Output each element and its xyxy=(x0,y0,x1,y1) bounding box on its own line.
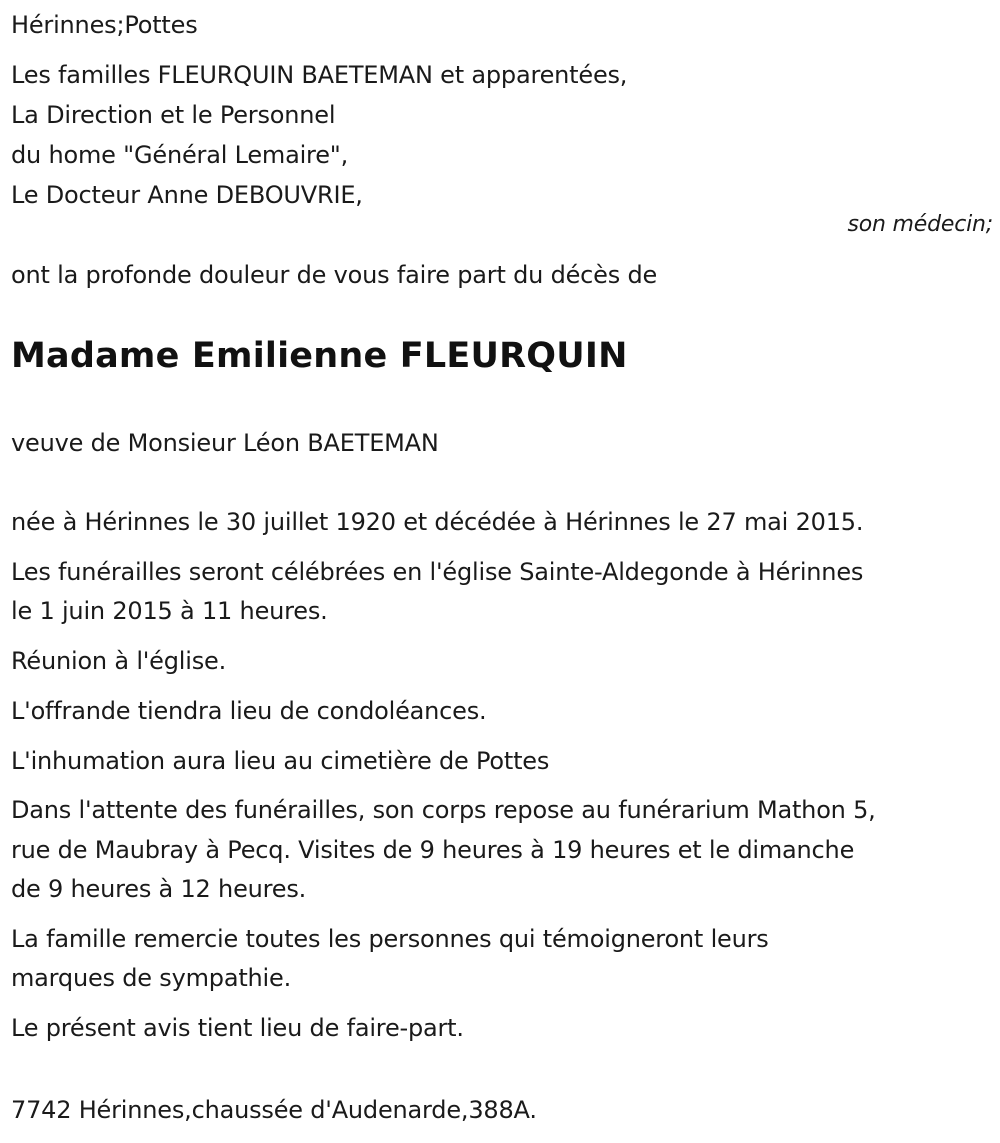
repose-line-1: Dans l'attente des funérailles, son corps repose au funérarium Mathon 5, xyxy=(11,796,876,824)
header-locations: Hérinnes;Pottes xyxy=(11,11,198,39)
announcer-role: son médecin; xyxy=(847,212,993,237)
widow-of: veuve de Monsieur Léon BAETEMAN xyxy=(11,429,439,457)
funeral-line-1: Les funérailles seront célébrées en l'église Sainte-Aldegonde à Hérinnes xyxy=(11,558,864,586)
deceased-name: Madame Emilienne FLEURQUIN xyxy=(11,336,628,376)
burial-note: L'inhumation aura lieu au cimetière de Pottes xyxy=(11,747,550,775)
details-block xyxy=(11,503,991,1049)
announcer-line-doctor: Le Docteur Anne DEBOUVRIE, xyxy=(11,181,363,209)
announcer-line-home: du home "Général Lemaire", xyxy=(11,141,349,169)
thanks-line-2: marques de sympathie. xyxy=(11,964,292,992)
announcer-line-families: Les familles FLEURQUIN BAETEMAN et apparentées, xyxy=(11,61,628,89)
offering-note: L'offrande tiendra lieu de condoléances. xyxy=(11,697,487,725)
announcer-line-direction: La Direction et le Personnel xyxy=(11,101,336,129)
address: 7742 Hérinnes,chaussée d'Audenarde,388A. xyxy=(11,1096,537,1124)
repose-line-2: rue de Maubray à Pecq. Visites de 9 heures à 19 heures et le dimanche xyxy=(11,836,855,864)
thanks-line-1: La famille remercie toutes les personnes qui témoigneront leurs xyxy=(11,925,769,953)
intro-sentence: ont la profonde douleur de vous faire part du décès de xyxy=(11,261,658,289)
announcers-block xyxy=(11,56,991,240)
birth-death-dates: née à Hérinnes le 30 juillet 1920 et décédée à Hérinnes le 27 mai 2015. xyxy=(11,508,864,536)
repose-line-3: de 9 heures à 12 heures. xyxy=(11,875,307,903)
notice-statement: Le présent avis tient lieu de faire-part. xyxy=(11,1014,464,1042)
funeral-line-2: le 1 juin 2015 à 11 heures. xyxy=(11,597,328,625)
meeting-place: Réunion à l'église. xyxy=(11,647,227,675)
